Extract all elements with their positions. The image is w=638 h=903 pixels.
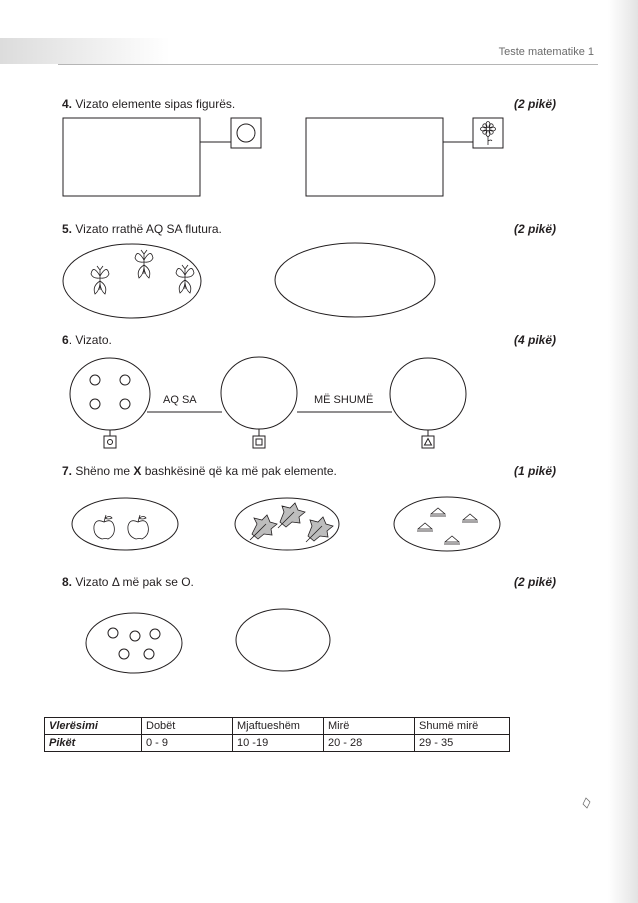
grading-table bbox=[44, 717, 510, 752]
question-text-post: bashkësinë që ka më pak elemente. bbox=[141, 464, 337, 478]
small-circle bbox=[120, 375, 130, 385]
question-points: (4 pikë) bbox=[513, 333, 556, 347]
butterfly-set bbox=[63, 244, 201, 318]
small-circle bbox=[108, 628, 118, 638]
triangle-set[interactable] bbox=[394, 497, 500, 551]
question-points: (2 pikë) bbox=[513, 575, 556, 589]
table-cell: 20 - 28 bbox=[324, 735, 415, 752]
circle-marker-box bbox=[104, 436, 116, 448]
leaf-icon bbox=[306, 517, 333, 542]
question-text-x: X bbox=[133, 464, 142, 478]
table-row bbox=[45, 735, 510, 752]
question-points: (2 pikë) bbox=[513, 222, 556, 236]
circle-set bbox=[70, 358, 150, 430]
apple-icon bbox=[94, 515, 115, 539]
q6-label-more: MË SHUMË bbox=[314, 394, 374, 406]
question-text: Vizato rrathë AQ SA flutura. bbox=[75, 222, 222, 236]
q6-drawing-area-right[interactable] bbox=[390, 358, 466, 430]
apple-icon bbox=[128, 515, 148, 539]
q4-drawing-area-left[interactable] bbox=[63, 118, 261, 196]
triangle-icon bbox=[462, 514, 478, 522]
table-cell: Mirë bbox=[324, 718, 415, 735]
page-header: Teste matematike 1 bbox=[498, 46, 594, 58]
question-number: 6 bbox=[62, 333, 69, 347]
question-points: (1 pikë) bbox=[513, 464, 556, 478]
question-text: Vizato elemente sipas figurës. bbox=[75, 97, 236, 111]
table-header-cell: Pikët bbox=[45, 735, 142, 752]
leaf-set[interactable] bbox=[235, 498, 339, 550]
question-number: 7. bbox=[62, 464, 73, 478]
square-marker-box bbox=[253, 436, 265, 448]
small-circle bbox=[120, 399, 130, 409]
small-circle bbox=[90, 375, 100, 385]
q4-drawing-area-right[interactable] bbox=[306, 118, 503, 196]
triangle-icon bbox=[417, 523, 433, 531]
leaf-icon bbox=[278, 503, 305, 528]
q6-label-fewer: AQ SA bbox=[163, 394, 197, 406]
table-cell: 0 - 9 bbox=[142, 735, 233, 752]
question-number: 8. bbox=[62, 575, 73, 589]
question-number: 4. bbox=[62, 97, 73, 111]
triangle-icon bbox=[444, 536, 460, 544]
small-circle bbox=[130, 631, 140, 641]
question-text: Vizato Δ më pak se O. bbox=[72, 575, 194, 589]
table-header-cell: Vlerësimi bbox=[45, 718, 142, 735]
apple-set[interactable] bbox=[72, 498, 178, 550]
small-circle bbox=[90, 399, 100, 409]
question-text: . Vizato. bbox=[68, 333, 112, 347]
small-circle bbox=[119, 649, 129, 659]
question-number: 5. bbox=[62, 222, 73, 236]
page-number-icon bbox=[583, 798, 590, 808]
table-cell: Dobët bbox=[142, 718, 233, 735]
leaf-icon bbox=[250, 515, 277, 540]
butterfly-icon bbox=[91, 266, 109, 294]
table-cell: Mjaftueshëm bbox=[233, 718, 324, 735]
table-row bbox=[45, 718, 510, 735]
question-text-pre: Shëno me bbox=[72, 464, 134, 478]
butterfly-icon bbox=[176, 265, 194, 293]
triangle-icon bbox=[430, 508, 446, 516]
circle-set bbox=[86, 613, 182, 673]
q8-drawing-area[interactable] bbox=[236, 609, 330, 671]
flower-icon bbox=[481, 122, 496, 146]
question-points: (2 pikë) bbox=[513, 97, 556, 111]
butterfly-icon bbox=[135, 250, 153, 278]
table-cell: 29 - 35 bbox=[415, 735, 510, 752]
small-circle bbox=[144, 649, 154, 659]
q6-drawing-area-middle[interactable] bbox=[221, 357, 297, 429]
table-cell: Shumë mirë bbox=[415, 718, 510, 735]
q5-drawing-area[interactable] bbox=[275, 243, 435, 317]
table-cell: 10 -19 bbox=[233, 735, 324, 752]
small-circle bbox=[150, 629, 160, 639]
